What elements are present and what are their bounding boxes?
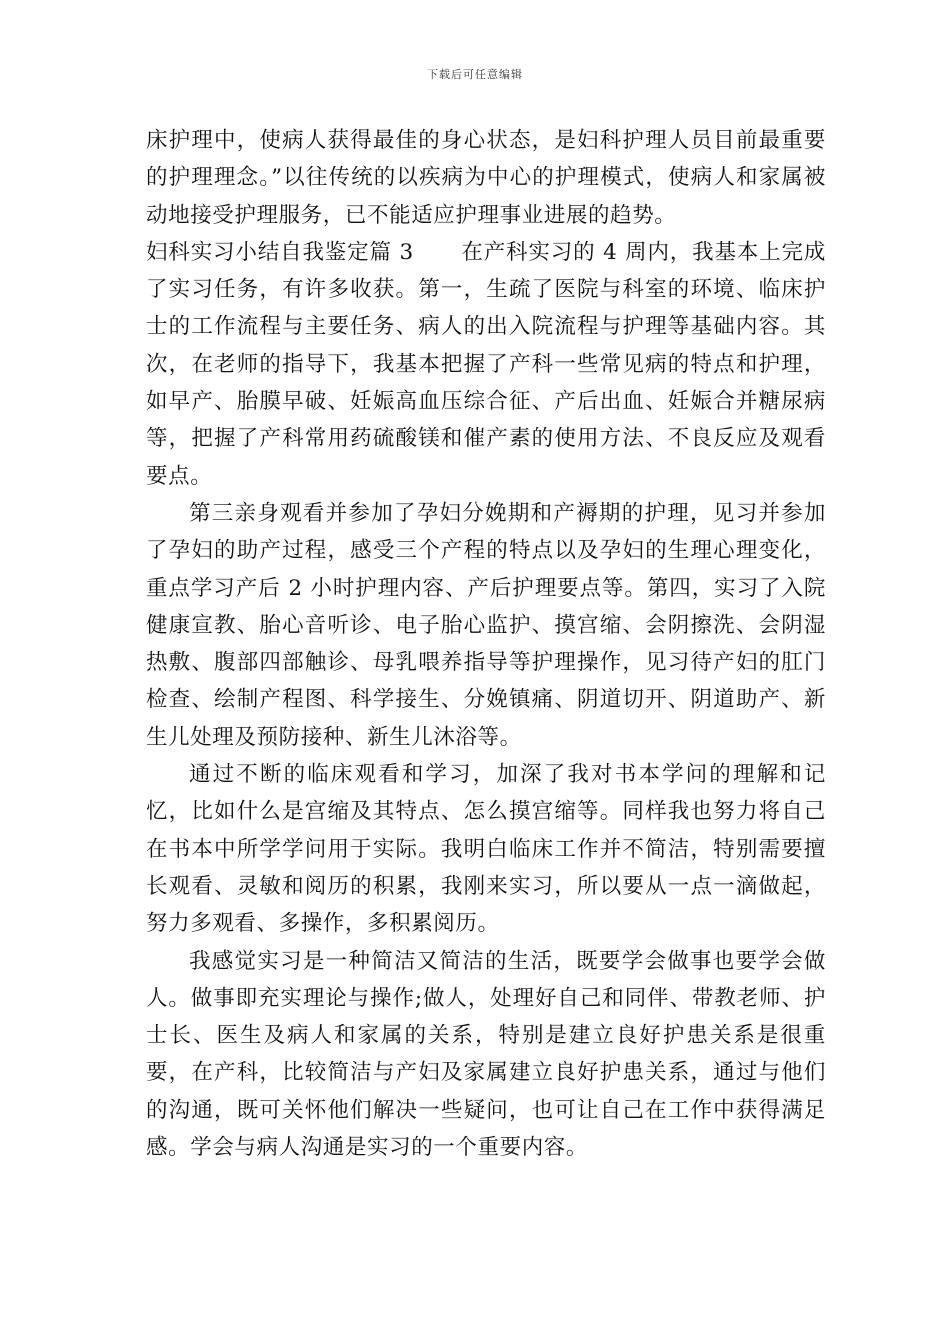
paragraph xyxy=(146,495,826,756)
document-body xyxy=(146,122,826,1166)
paragraph-text: 在产科实习的 4 周内，我基本上完成了实习任务，有许多收获。第一，生疏了医院与科室的环境、临床护士的工作流程与主要任务、病人的出入院流程与护理等基础内容。其次，在老师的指导下，我基本把握了产科一些常见病的特点和护理，如早产、胎膜早破、妊娠高血压综合征、产后出血、妊娠合并糖尿病等，把握了产科常用药硫酸镁和催产素的使用方法、不良反应及观看要点。 xyxy=(146,239,826,489)
paragraph-text: 通过不断的临床观看和学习，加深了我对书本学问的理解和记忆，比如什么是宫缩及其特点、怎么摸宫缩等。同样我也努力将自己在书本中所学学问用于实际。我明白临床工作并不简洁，特别需要擅长观看、灵敏和阅历的积累，我刚来实习，所以要从一点一滴做起，努力多观看、多操作，多积累阅历。 xyxy=(146,762,826,937)
paragraph xyxy=(146,756,826,942)
section-heading: 妇科实习小结自我鉴定篇 3 xyxy=(146,239,414,265)
paragraph-section-heading xyxy=(146,234,826,495)
page-header: 下载后可任意编辑 xyxy=(427,68,523,81)
paragraph-continuation xyxy=(146,122,826,234)
paragraph-text: 我感觉实习是一种简洁又简洁的生活，既要学会做事也要学会做人。做事即充实理论与操作;做人，处理好自己和同伴、带教老师、护士长、医生及病人和家属的关系，特别是建立良好护患关系是很重要，在产科，比较简洁与产妇及家属建立良好护患关系，通过与他们的沟通，既可关怀他们解决一些疑问，也可让自己在工作中获得满足感。学会与病人沟通是实习的一个重要内容。 xyxy=(146,948,826,1161)
paragraph-text: 第三亲身观看并参加了孕妇分娩期和产褥期的护理，见习并参加了孕妇的助产过程，感受三个产程的特点以及孕妇的生理心理变化，重点学习产后 2 小时护理内容、产后护理要点等。第四，实习了入院健康宣教、胎心音听诊、电子胎心监护、摸宫缩、会阴擦洗、会阴湿热敷、腹部四部触诊、母乳喂养指导等护理操作，见习待产妇的肛门检查、绘制产程图、科学接生、分娩镇痛、阴道切开、阴道助产、新生儿处理及预防接种、新生儿沐浴等。 xyxy=(146,500,826,750)
paragraph-text: 床护理中，使病人获得最佳的身心状态，是妇科护理人员目前最重要的护理理念。”以往传统的以疾病为中心的护理模式，使病人和家属被动地接受护理服务，已不能适应护理事业进展的趋势。 xyxy=(146,128,826,228)
paragraph xyxy=(146,943,826,1167)
